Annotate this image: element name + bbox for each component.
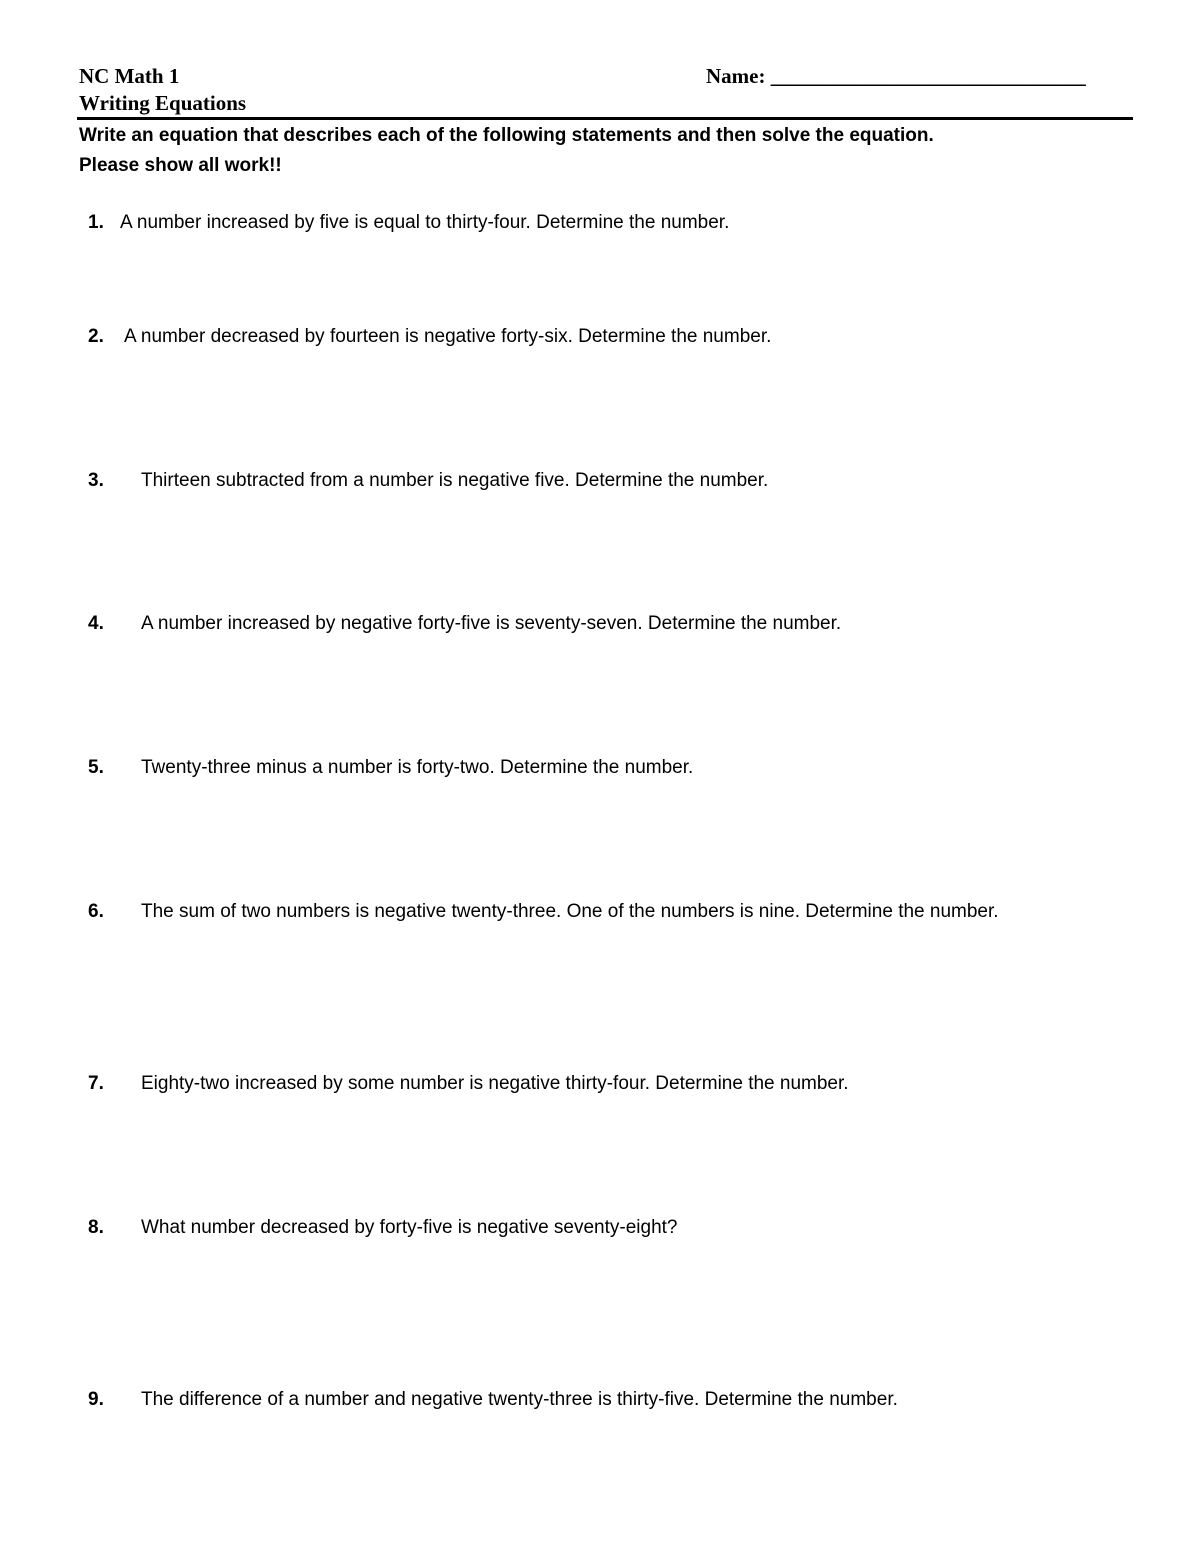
name-field: Name: ______________________________ [706, 64, 1086, 88]
question-text: The sum of two numbers is negative twenty-three. One of the numbers is nine. Determine the number. [141, 901, 999, 922]
question-number: 7. [88, 1073, 104, 1094]
question-number: 3. [88, 470, 104, 491]
question-text: Twenty-three minus a number is forty-two. Determine the number. [141, 757, 694, 778]
course-title: NC Math 1 [79, 64, 180, 88]
question-text: A number decreased by fourteen is negative forty-six. Determine the number. [124, 326, 772, 347]
instructions-line-1: Write an equation that describes each of the following statements and then solve the equation. [79, 125, 934, 146]
question-text: A number increased by negative forty-five is seventy-seven. Determine the number. [141, 613, 842, 634]
question-number: 9. [88, 1389, 104, 1410]
instructions-line-2: Please show all work!! [79, 155, 282, 176]
question-number: 1. [88, 212, 104, 233]
question-number: 6. [88, 901, 104, 922]
header-divider [77, 117, 1133, 120]
question-number: 2. [88, 326, 104, 347]
worksheet-title: Writing Equations [79, 91, 247, 115]
question-text: Eighty-two increased by some number is negative thirty-four. Determine the number. [141, 1073, 849, 1094]
question-text: Thirteen subtracted from a number is negative five. Determine the number. [141, 470, 769, 491]
question-number: 5. [88, 757, 104, 778]
question-text: The difference of a number and negative twenty-three is thirty-five. Determine the number. [141, 1389, 898, 1410]
question-text: What number decreased by forty-five is negative seventy-eight? [141, 1217, 678, 1238]
question-text: A number increased by five is equal to thirty-four. Determine the number. [120, 212, 730, 233]
question-number: 8. [88, 1217, 104, 1238]
question-number: 4. [88, 613, 104, 634]
